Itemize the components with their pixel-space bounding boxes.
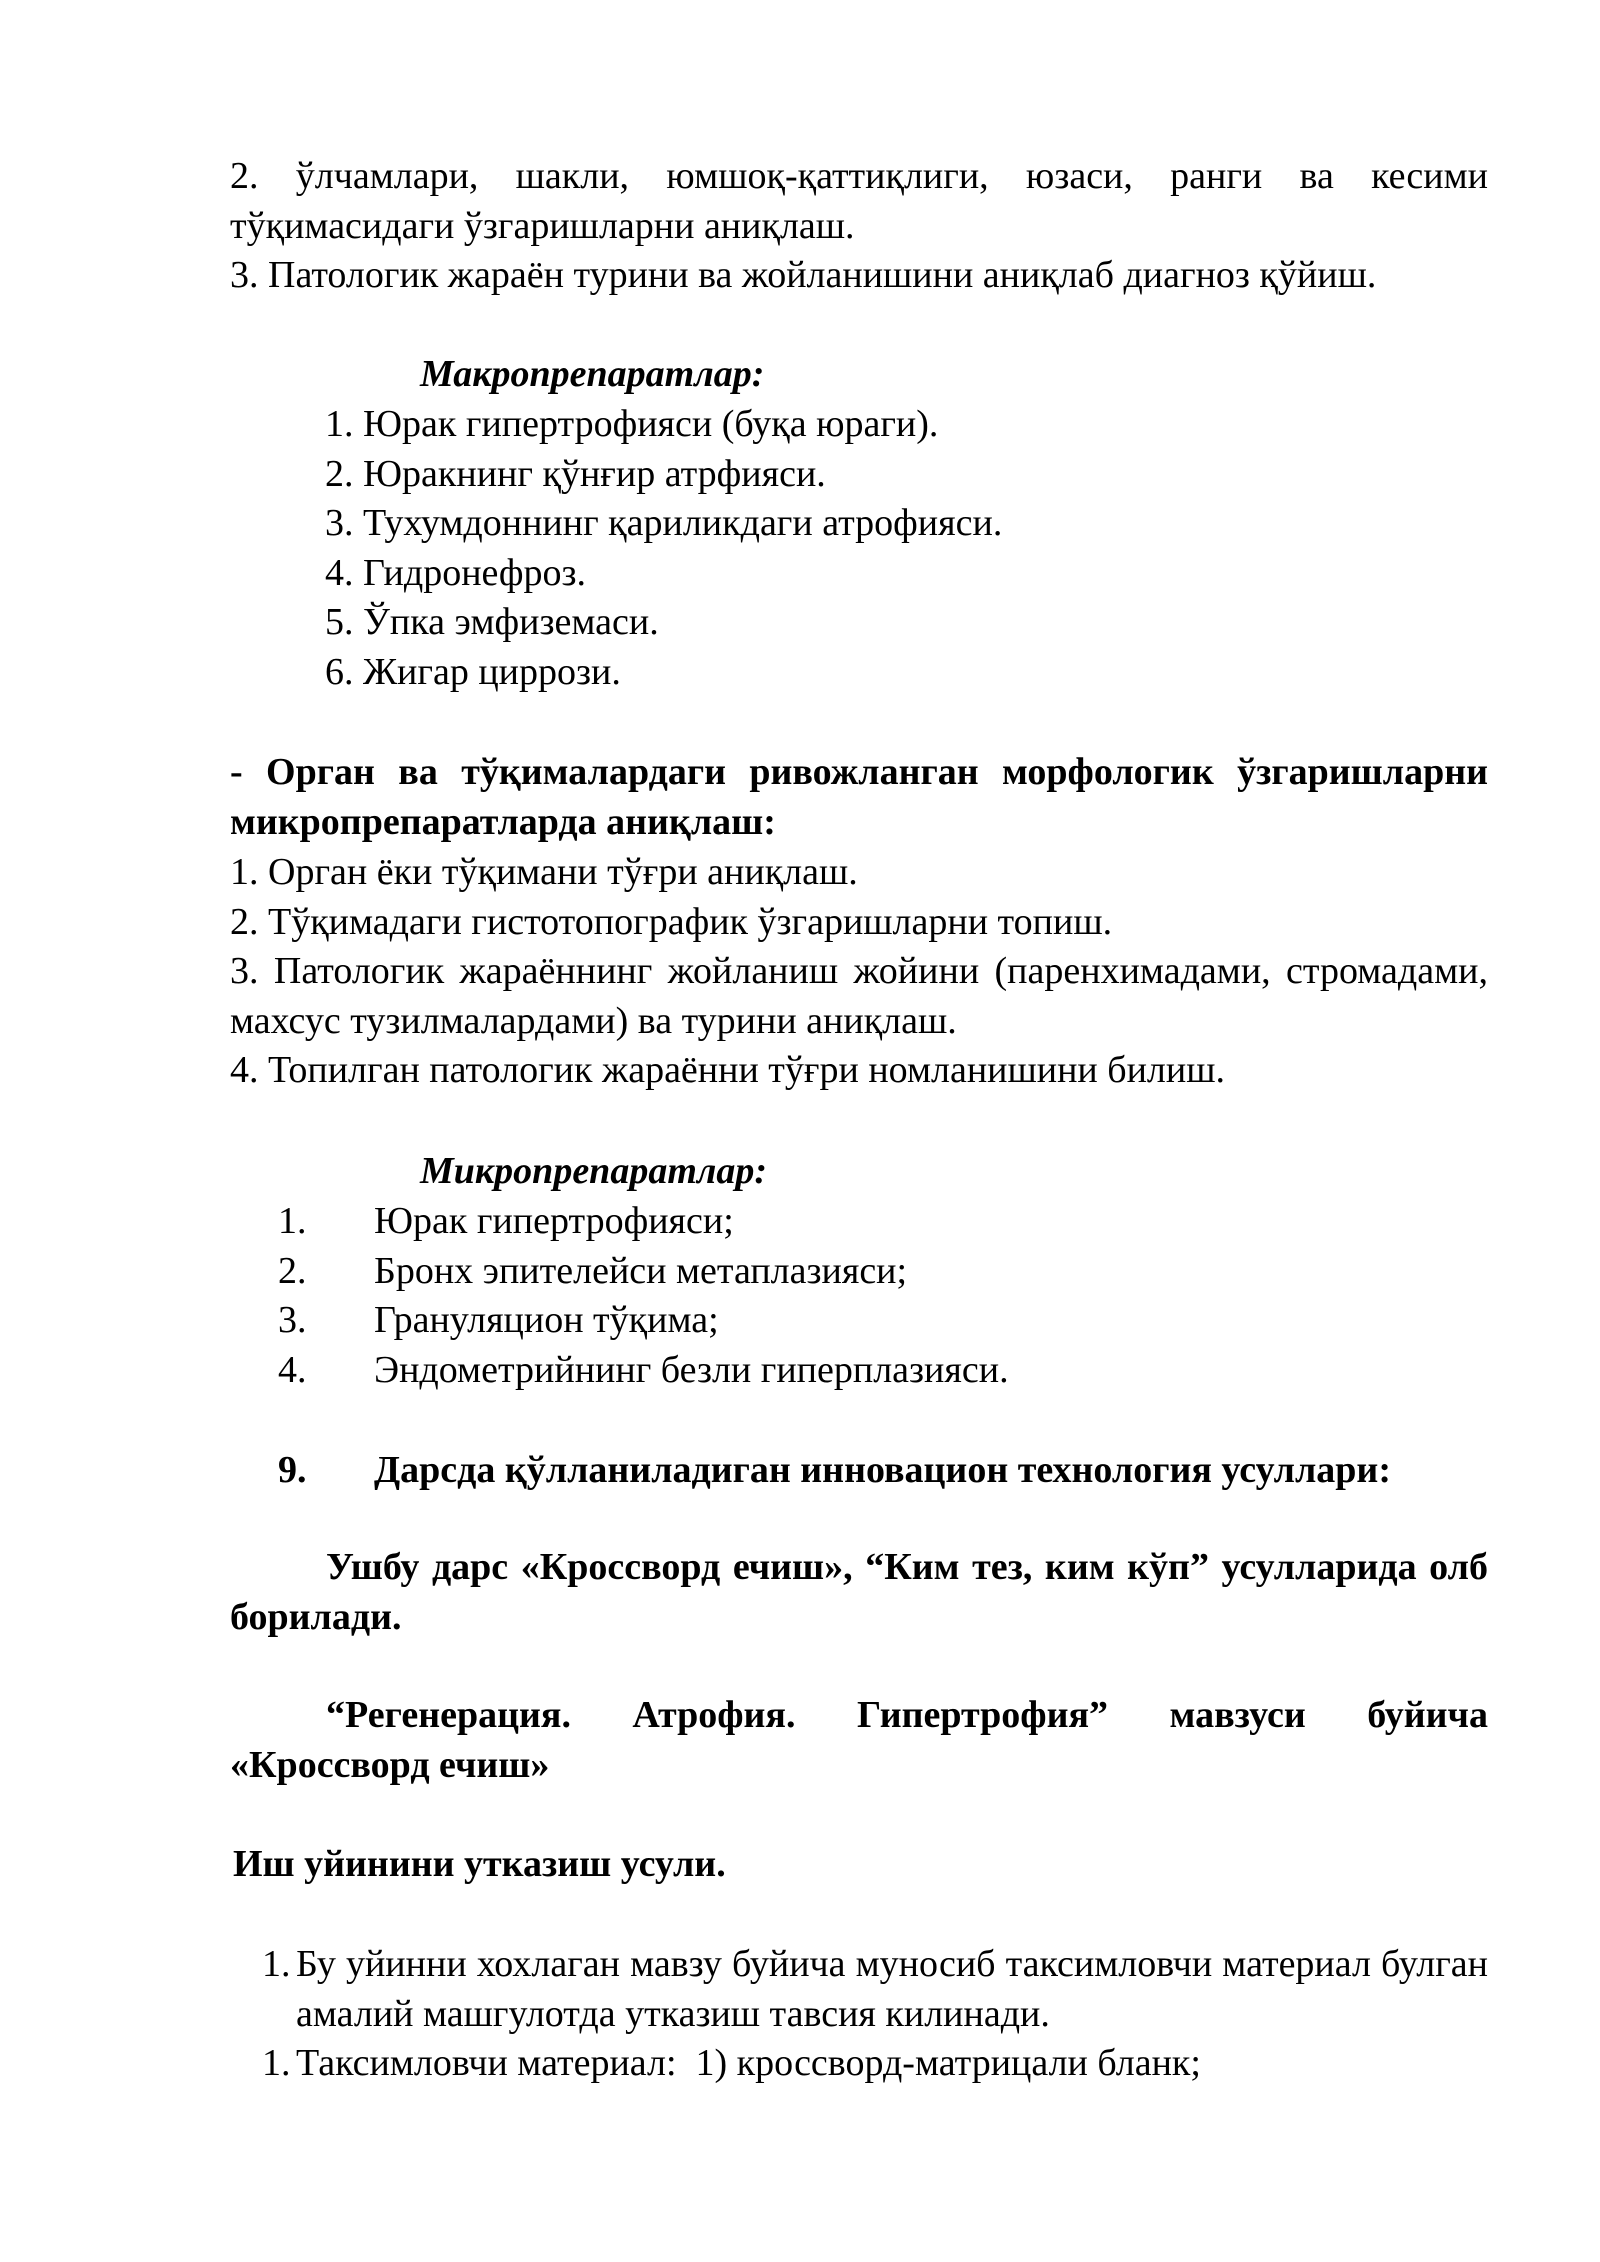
micro-heading-text: Микропрепаратлар: [420, 1150, 768, 1192]
micro-item-number: 3. [278, 1299, 307, 1341]
micro-item-text: Бронх эпителейси метаплазияси; [374, 1250, 908, 1292]
micro-item [278, 1247, 1378, 1297]
micro-task-step: 3. Патологик жараённинг жойланиш жойини (паренхимадами, стромадами, махсус тузилмалардами) ва турини аниқлаш. [230, 950, 1488, 1042]
macro-item: 1. Юрак гипертрофияси (буқа юраги). [325, 403, 939, 445]
method-item [262, 1940, 1488, 2039]
micro-item [278, 1197, 1378, 1247]
method-item-number: 1. [262, 1943, 291, 1985]
micro-item-text: Грануляцион тўқима; [374, 1299, 719, 1341]
method-item-text: Таксимловчи материал: 1) кроссворд-матрицали бланк; [296, 2042, 1201, 2084]
section9-paragraph-text: Ушбу дарс «Кроссворд ечиш», “Ким тез, ким кўп” усулларида олб борилади. [230, 1546, 1488, 1638]
topic-line [230, 1691, 1488, 1790]
micro-item-text: Юрак гипертрофияси; [374, 1200, 734, 1242]
method-item [262, 2039, 1488, 2089]
micro-task-heading-text: - Орган ва тўқималардаги ривожланган морфологик ўзгаришларни микропрепаратларда аниқлаш: [230, 751, 1488, 843]
method-item-text: Бу уйинни хохлаган мавзу буйича муносиб таксимловчи материал булган амалий машгулотда утказиш тавсия килинади. [296, 1943, 1488, 2035]
intro-step-2-text: 2. ўлчамлари, шакли, юмшоқ-қаттиқлиги, юзаси, ранги ва кесими тўқимасидаги ўзгаришларни аниқлаш. [230, 155, 1488, 247]
micro-item [278, 1346, 1378, 1396]
macro-item: 2. Юракнинг қўнғир атрфияси. [325, 452, 826, 495]
micro-task-steps [230, 848, 1488, 1096]
micro-item-number: 1. [278, 1200, 307, 1242]
macro-item: 5. Ўпка эмфиземаси. [325, 601, 659, 643]
micro-task-step: 1. Орган ёки тўқимани тўғри аниқлаш. [230, 851, 858, 893]
macro-item: 3. Тухумдоннинг қариликдаги атрофияси. [325, 502, 1003, 544]
method-heading [233, 1840, 1491, 1890]
section9-title: Дарсда қўлланиладиган инновацион технология усуллари: [374, 1449, 1391, 1491]
micro-item-number: 2. [278, 1250, 307, 1292]
micro-item-number: 4. [278, 1349, 307, 1391]
topic-line-text: “Регенерация. Атрофия. Гипертрофия” мавзуси буйича «Кроссворд ечиш» [230, 1694, 1488, 1786]
macro-item: 4. Гидронефроз. [325, 551, 586, 594]
intro-step-3-text: 3. Патологик жараён турини ва жойланишини аниқлаб диагноз қўйиш. [230, 254, 1377, 296]
section9-number: 9. [278, 1449, 307, 1491]
micro-heading [420, 1147, 1220, 1197]
section9-paragraph [230, 1543, 1488, 1642]
micro-task-step: 2. Тўқимадаги гистотопографик ўзгаришларни топиш. [230, 900, 1113, 943]
macro-heading-text: Макропрепаратлар: [420, 353, 765, 395]
micro-item-text: Эндометрийнинг безли гиперплазияси. [374, 1349, 1009, 1391]
macro-list [325, 400, 1425, 697]
method-heading-text: Иш уйинини утказиш усули. [233, 1843, 726, 1885]
micro-task-step: 4. Топилган патологик жараённи тўғри номланишини билиш. [230, 1049, 1225, 1091]
section9-heading [278, 1446, 1488, 1496]
macro-item: 6. Жигар циррози. [325, 650, 621, 693]
intro-step-3 [230, 251, 1488, 301]
intro-step-2 [230, 152, 1488, 251]
macro-heading [420, 350, 1220, 400]
micro-item [278, 1296, 1378, 1346]
micro-task-heading [230, 748, 1488, 847]
method-item-number: 1. [262, 2042, 291, 2084]
